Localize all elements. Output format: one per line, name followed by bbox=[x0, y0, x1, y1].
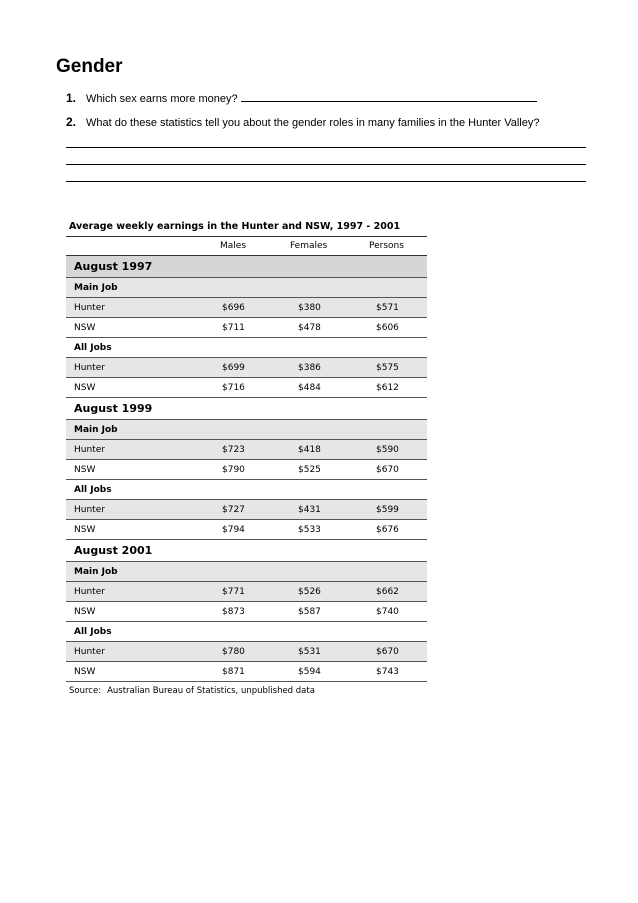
region-cell: NSW bbox=[74, 323, 96, 333]
males-cell: $711 bbox=[222, 323, 245, 333]
females-cell: $531 bbox=[298, 647, 321, 657]
group-label: All Jobs bbox=[74, 627, 112, 637]
males-cell: $716 bbox=[222, 383, 245, 393]
females-cell: $478 bbox=[298, 323, 321, 333]
column-header-females: Females bbox=[290, 241, 328, 251]
group-label: All Jobs bbox=[74, 343, 112, 353]
year-row bbox=[66, 540, 427, 562]
females-cell: $533 bbox=[298, 525, 321, 535]
persons-cell: $575 bbox=[376, 363, 399, 373]
question-1 bbox=[66, 91, 537, 105]
answer-line-2b[interactable] bbox=[66, 164, 586, 165]
group-row bbox=[66, 562, 427, 582]
source-text: Australian Bureau of Statistics, unpublished data bbox=[107, 686, 315, 696]
group-row bbox=[66, 278, 427, 298]
females-cell: $418 bbox=[298, 445, 321, 455]
table-header-row bbox=[66, 237, 427, 256]
answer-line-2c[interactable] bbox=[66, 181, 586, 182]
females-cell: $380 bbox=[298, 303, 321, 313]
earnings-table bbox=[66, 218, 427, 696]
region-cell: NSW bbox=[74, 465, 96, 475]
persons-cell: $612 bbox=[376, 383, 399, 393]
table-row bbox=[66, 500, 427, 520]
region-cell: NSW bbox=[74, 383, 96, 393]
region-cell: NSW bbox=[74, 525, 96, 535]
females-cell: $526 bbox=[298, 587, 321, 597]
group-row bbox=[66, 480, 427, 500]
females-cell: $386 bbox=[298, 363, 321, 373]
table-row bbox=[66, 378, 427, 398]
table-row bbox=[66, 298, 427, 318]
group-row bbox=[66, 338, 427, 358]
table-body bbox=[66, 256, 427, 682]
table-row bbox=[66, 520, 427, 540]
year-label: August 2001 bbox=[74, 544, 153, 557]
region-cell: NSW bbox=[74, 667, 96, 677]
year-row bbox=[66, 398, 427, 420]
females-cell: $587 bbox=[298, 607, 321, 617]
region-cell: Hunter bbox=[74, 445, 105, 455]
persons-cell: $670 bbox=[376, 647, 399, 657]
answer-line-2a[interactable] bbox=[66, 147, 586, 148]
table-row bbox=[66, 440, 427, 460]
males-cell: $871 bbox=[222, 667, 245, 677]
group-label: Main Job bbox=[74, 425, 118, 435]
persons-cell: $590 bbox=[376, 445, 399, 455]
persons-cell: $599 bbox=[376, 505, 399, 515]
region-cell: Hunter bbox=[74, 303, 105, 313]
table-row bbox=[66, 602, 427, 622]
females-cell: $594 bbox=[298, 667, 321, 677]
year-row bbox=[66, 256, 427, 278]
question-2 bbox=[66, 115, 539, 129]
region-cell: Hunter bbox=[74, 647, 105, 657]
males-cell: $790 bbox=[222, 465, 245, 475]
persons-cell: $606 bbox=[376, 323, 399, 333]
group-label: Main Job bbox=[74, 567, 118, 577]
males-cell: $723 bbox=[222, 445, 245, 455]
group-row bbox=[66, 420, 427, 440]
table-row bbox=[66, 358, 427, 378]
males-cell: $727 bbox=[222, 505, 245, 515]
year-label: August 1999 bbox=[74, 402, 153, 415]
table-row bbox=[66, 460, 427, 480]
males-cell: $696 bbox=[222, 303, 245, 313]
region-cell: Hunter bbox=[74, 363, 105, 373]
males-cell: $771 bbox=[222, 587, 245, 597]
persons-cell: $676 bbox=[376, 525, 399, 535]
group-label: Main Job bbox=[74, 283, 118, 293]
persons-cell: $740 bbox=[376, 607, 399, 617]
table-row bbox=[66, 318, 427, 338]
question-2-text: What do these statistics tell you about the gender roles in many families in the Hunter Valley? bbox=[86, 117, 540, 129]
table-title: Average weekly earnings in the Hunter and NSW, 1997 - 2001 bbox=[66, 218, 427, 237]
females-cell: $525 bbox=[298, 465, 321, 475]
table-row bbox=[66, 642, 427, 662]
persons-cell: $743 bbox=[376, 667, 399, 677]
group-label: All Jobs bbox=[74, 485, 112, 495]
persons-cell: $662 bbox=[376, 587, 399, 597]
region-cell: Hunter bbox=[74, 505, 105, 515]
column-header-persons: Persons bbox=[369, 241, 404, 251]
region-cell: Hunter bbox=[74, 587, 105, 597]
persons-cell: $571 bbox=[376, 303, 399, 313]
column-header-males: Males bbox=[220, 241, 247, 251]
question-2-number: 2. bbox=[66, 115, 77, 129]
year-label: August 1997 bbox=[74, 260, 153, 273]
females-cell: $484 bbox=[298, 383, 321, 393]
group-row bbox=[66, 622, 427, 642]
females-cell: $431 bbox=[298, 505, 321, 515]
table-row bbox=[66, 662, 427, 682]
question-1-number: 1. bbox=[66, 91, 77, 105]
persons-cell: $670 bbox=[376, 465, 399, 475]
males-cell: $780 bbox=[222, 647, 245, 657]
males-cell: $794 bbox=[222, 525, 245, 535]
males-cell: $873 bbox=[222, 607, 245, 617]
source-label: Source: bbox=[69, 686, 102, 696]
region-cell: NSW bbox=[74, 607, 96, 617]
question-1-text: Which sex earns more money? bbox=[86, 93, 238, 105]
males-cell: $699 bbox=[222, 363, 245, 373]
table-row bbox=[66, 582, 427, 602]
table-source bbox=[66, 686, 427, 696]
answer-line-1[interactable] bbox=[241, 91, 537, 102]
page-heading: Gender bbox=[56, 56, 123, 77]
